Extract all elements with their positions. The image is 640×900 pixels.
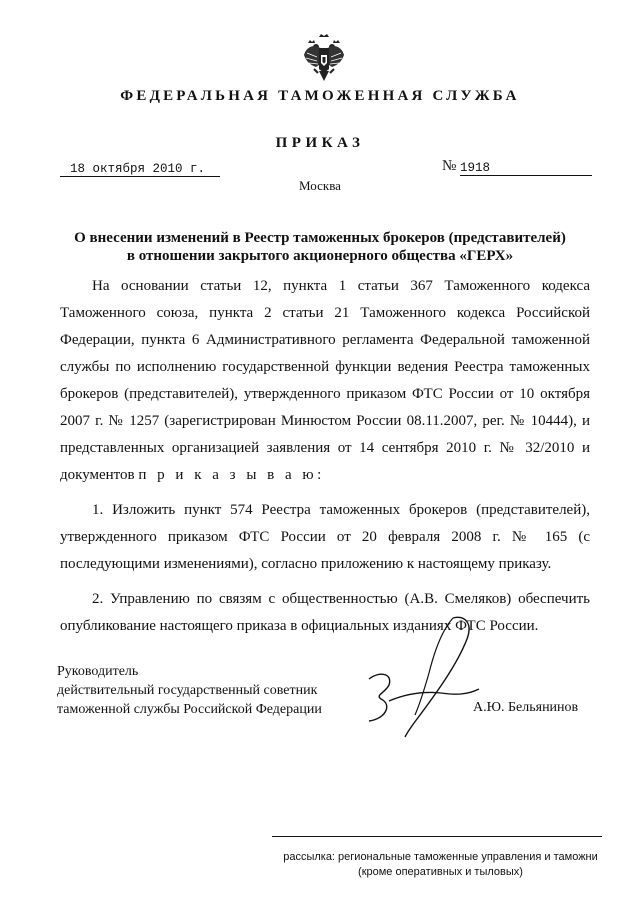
order-number: [442, 158, 592, 176]
number-value: 1918: [460, 161, 592, 176]
order-item-1: 1. Изложить пункт 574 Реестра таможенных брокеров (представителей), утвержденного приказом ФТС России от 20 февраля 2008 г. № 165 (с последующими изменениями), согласно приложению к настоящему приказу.: [60, 502, 590, 572]
signer-title: [57, 662, 322, 719]
handwritten-signature: [355, 615, 495, 740]
mailing-line-2: (кроме оперативных и тыловых): [358, 866, 523, 878]
coat-of-arms-icon: [302, 33, 346, 83]
title-line-1: О внесении изменений в Реестр таможенных брокеров (представителей): [74, 230, 566, 246]
order-word: п р и к а з ы в а ю: [138, 467, 318, 483]
signer-title-line-3: таможенной службы Российской Федерации: [57, 702, 322, 717]
mailing-divider: [272, 836, 602, 837]
order-date: 18 октября 2010 г.: [60, 162, 220, 177]
order-title: [60, 229, 580, 265]
order-item-2: 2. Управлению по связям с общественностью (А.В. Смеляков) обеспечить опубликование настоящего приказа в официальных изданиях ФТС России.: [60, 591, 590, 634]
agency-name: ФЕДЕРАЛЬНАЯ ТАМОЖЕННАЯ СЛУЖБА: [120, 88, 520, 104]
number-sign: №: [442, 158, 457, 174]
city: Москва: [299, 178, 341, 193]
order-colon: :: [317, 467, 322, 483]
preamble-paragraph: [60, 273, 590, 489]
signer-title-line-2: действительный государственный советник: [57, 683, 318, 698]
signer-title-line-1: Руководитель: [57, 664, 139, 679]
mailing-list: [268, 850, 613, 880]
signer-name: А.Ю. Бельянинов: [473, 700, 579, 715]
mailing-line-1: рассылка: региональные таможенные управления и таможни: [283, 851, 598, 863]
document-type: ПРИКАЗ: [275, 135, 365, 151]
order-body: [60, 273, 590, 640]
title-line-2: в отношении закрытого акционерного общества «ГЕРХ»: [126, 248, 514, 264]
preamble-text: На основании статьи 12, пункта 1 статьи 367 Таможенного кодекса Таможенного союза, пункта 2 статьи 21 Таможенного кодекса Российской Федерации, пункта 6 Административного регламента Федеральной таможенной службы по исполнению государственной функции ведения Реестра таможенных брокеров (представителей), утвержденного приказом ФТС России от 10 октября 2007 г. № 1257 (зарегистрирован Минюстом России 08.11.2007, рег. № 10444), и представленных организацией заявления от 14 сентября 2010 г. № 32/2010 и документов: [60, 278, 590, 483]
